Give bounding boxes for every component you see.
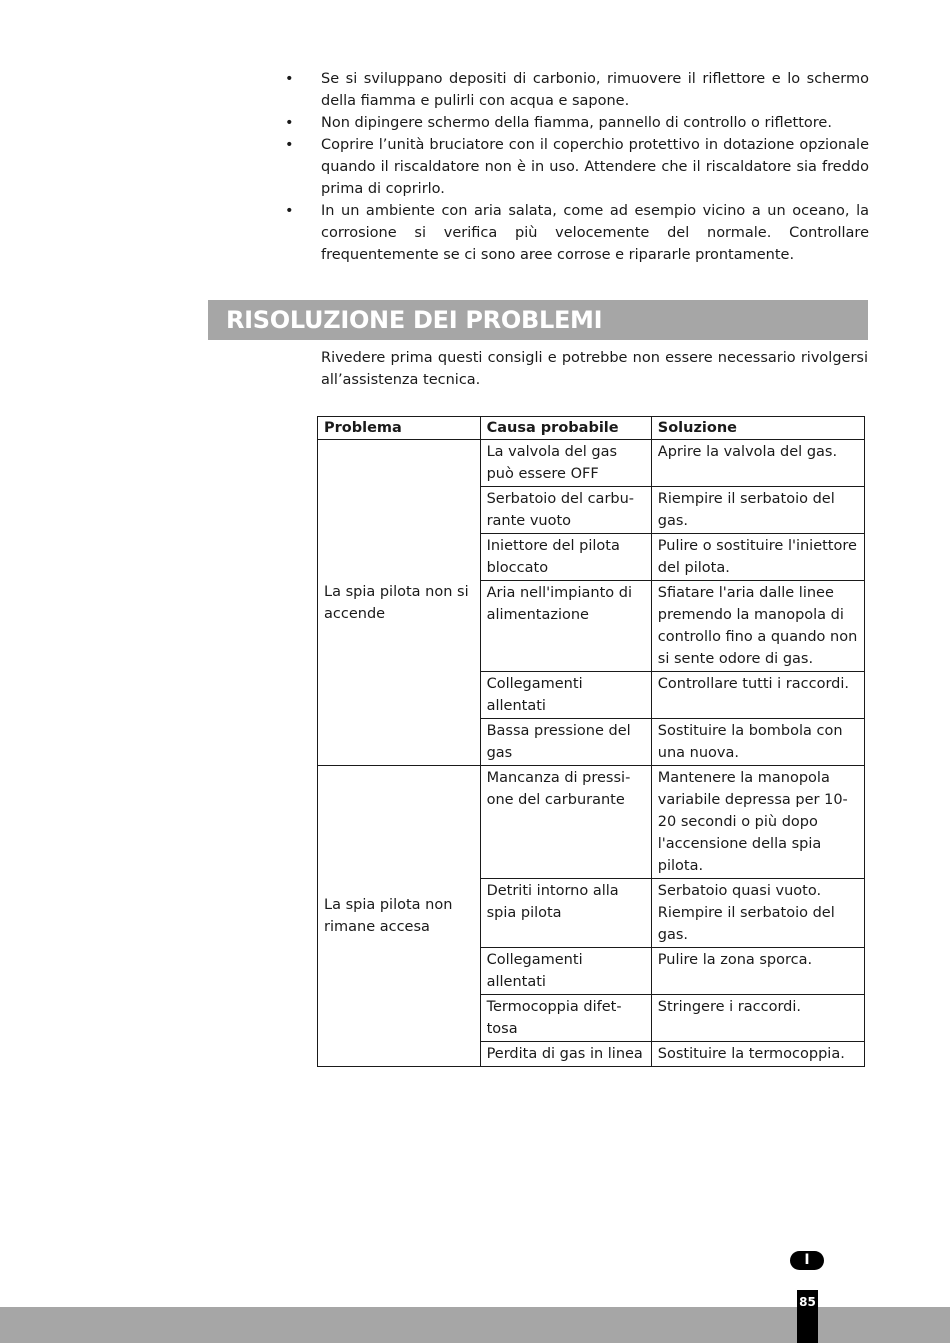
cause-cell: Collegamenti allentati (480, 672, 651, 719)
bullet-item (285, 68, 869, 112)
page-number: 85 (797, 1290, 818, 1343)
solution-cell: Controllare tutti i raccordi. (651, 672, 864, 719)
cause-cell: Termocoppia difet-tosa (480, 995, 651, 1042)
solution-cell: Riempire il serbatoio del gas. (651, 487, 864, 534)
bullet-symbol: • (285, 71, 294, 87)
solution-cell: Mantenere la manopola variabile depressa per 10-20 secondi o più dopo l'accensione della spia pilota. (651, 766, 864, 879)
table-row (318, 766, 865, 879)
cause-cell: Detriti intorno alla spia pilota (480, 879, 651, 948)
bullet-item (285, 112, 869, 134)
solution-cell: Aprire la valvola del gas. (651, 440, 864, 487)
cause-cell: La valvola del gas può essere OFF (480, 440, 651, 487)
bullet-symbol: • (285, 115, 294, 131)
bullet-text: Coprire l’unità bruciatore con il coperchio protettivo in dotazione opzionale quando il riscaldatore non è in uso. Attendere che il riscaldatore sia freddo prima di coprirlo. (321, 137, 869, 197)
section-title: RISOLUZIONE DEI PROBLEMI (226, 306, 603, 334)
cause-cell: Bassa pressione del gas (480, 719, 651, 766)
cause-cell: Iniettore del pilota bloccato (480, 534, 651, 581)
bullet-symbol: • (285, 203, 294, 219)
cause-cell: Serbatoio del carbu-rante vuoto (480, 487, 651, 534)
cause-cell: Collegamenti allentati (480, 948, 651, 995)
solution-cell: Pulire la zona sporca. (651, 948, 864, 995)
cause-cell: Aria nell'impianto di alimentazione (480, 581, 651, 672)
section-header-bar (208, 300, 868, 340)
bullet-symbol: • (285, 137, 294, 153)
table-row (318, 440, 865, 487)
header-problem: Problema (318, 417, 481, 440)
bullet-text: Non dipingere schermo della fiamma, pannello di controllo o riflettore. (321, 115, 832, 131)
bullet-item (285, 200, 869, 266)
cause-cell: Mancanza di pressi-one del carburante (480, 766, 651, 879)
header-solution: Soluzione (651, 417, 864, 440)
solution-cell: Sostituire la termocoppia. (651, 1042, 864, 1067)
header-cause: Causa probabile (480, 417, 651, 440)
solution-cell: Sfiatare l'aria dalle linee premendo la manopola di controllo fino a quando non si sente odore di gas. (651, 581, 864, 672)
troubleshooting-table (317, 416, 865, 1067)
problem-cell: La spia pilota non rimane accesa (318, 766, 481, 1067)
cause-cell: Perdita di gas in linea (480, 1042, 651, 1067)
table-header-row (318, 417, 865, 440)
bullet-item (285, 134, 869, 200)
problem-cell: La spia pilota non si accende (318, 440, 481, 766)
bullet-text: In un ambiente con aria salata, come ad esempio vicino a un oceano, la corrosione si verifica più velocemente del normale. Controllare frequentemente se ci sono aree corrose e ripararle prontamente. (321, 203, 869, 263)
solution-cell: Stringere i raccordi. (651, 995, 864, 1042)
maintenance-bullet-list (285, 68, 869, 266)
bullet-text: Se si sviluppano depositi di carbonio, rimuovere il riflettore e lo schermo della fiamma e pulirli con acqua e sapone. (321, 71, 869, 109)
solution-cell: Sostituire la bombola con una nuova. (651, 719, 864, 766)
language-badge: I (790, 1251, 824, 1270)
section-intro: Rivedere prima questi consigli e potrebbe non essere necessario rivolgersi all’assistenza tecnica. (321, 350, 868, 388)
solution-cell: Pulire o sostituire l'iniettore del pilota. (651, 534, 864, 581)
solution-cell: Serbatoio quasi vuoto. Riempire il serbatoio del gas. (651, 879, 864, 948)
